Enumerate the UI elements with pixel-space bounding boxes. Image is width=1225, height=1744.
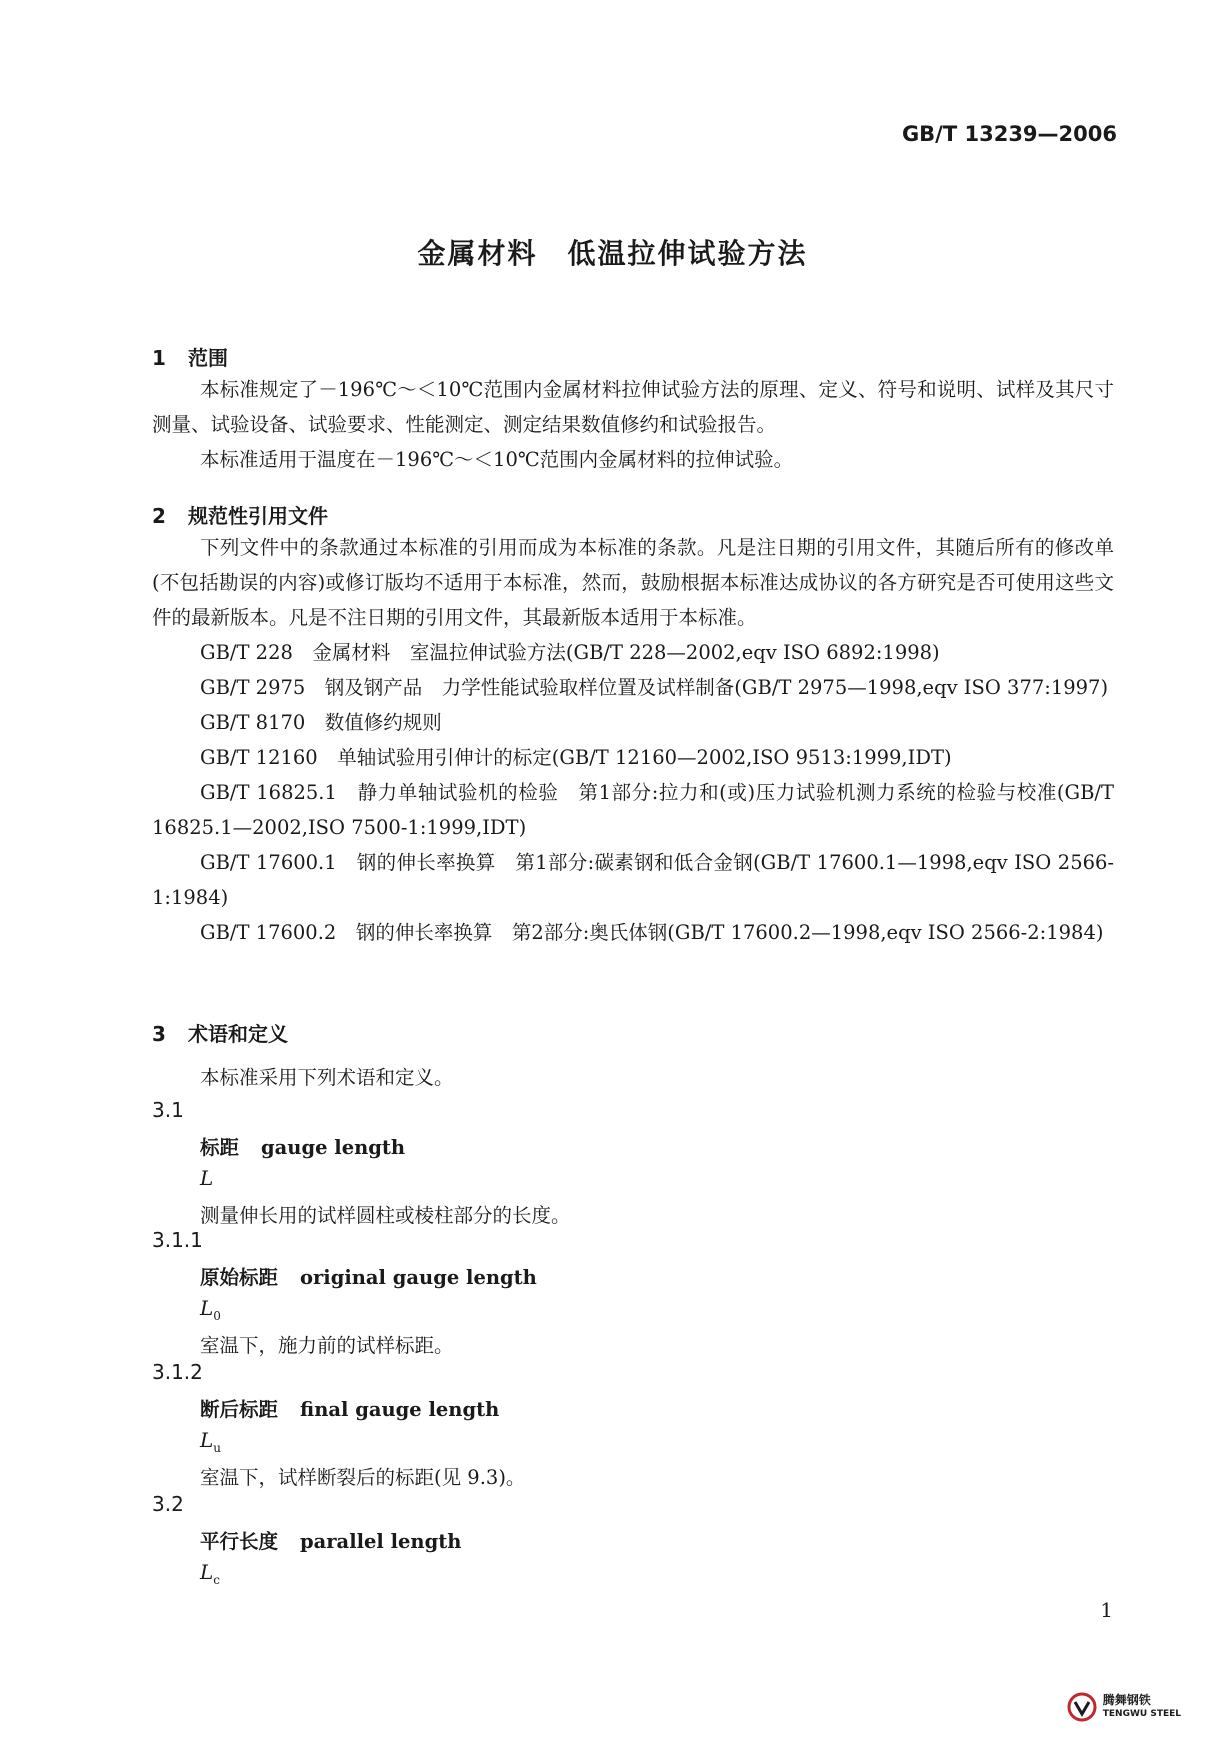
paragraph: 本标准适用于温度在－196℃～＜10℃范围内金属材料的拉伸试验。 (200, 448, 794, 471)
term-symbol: L (200, 1166, 214, 1190)
term-symbol: $L_0$ (200, 1296, 221, 1323)
term-symbol: $L_u$ (200, 1428, 222, 1455)
clause-number: 3.1 (152, 1098, 184, 1122)
paragraph: 下列文件中的条款通过本标准的引用而成为本标准的条款。凡是注日期的引用文件，其随后所有的修改单(不包括勘误的内容)或修订版均不适用于本标准，然而，鼓励根据本标准达成协议的各方研究是否可使用这些文件的最新版本。凡是不注日期的引用文件，其最新版本适用于本标准。 (152, 536, 1114, 629)
section-3-intro: 本标准采用下列术语和定义。 (200, 1066, 454, 1089)
logo-icon (1067, 1692, 1097, 1722)
watermark-logo (1067, 1692, 1181, 1722)
clause-number: 3.1.1 (152, 1228, 203, 1252)
term-cn: 平行长度 (200, 1530, 279, 1553)
section-1-heading (152, 342, 228, 371)
term-heading (200, 1394, 499, 1422)
section-number: 2 (152, 504, 166, 528)
term-en: original gauge length (300, 1266, 537, 1289)
reference-item: GB/T 2975 钢及钢产品 力学性能试验取样位置及试样制备(GB/T 2975—1998,eqv ISO 377:1997) (200, 676, 1109, 699)
term-symbol: $L_c$ (200, 1560, 221, 1587)
page-number: 1 (1100, 1598, 1113, 1622)
reference-item: GB/T 17600.1 钢的伸长率换算 第1部分:碳素钢和低合金钢(GB/T 17600.1—1998,eqv ISO 2566-1:1984) (152, 851, 1114, 909)
reference-item: GB/T 12160 单轴试验用引伸计的标定(GB/T 12160—2002,ISO 9513:1999,IDT) (200, 746, 952, 769)
logo-en: TENGWU STEEL (1102, 1709, 1181, 1719)
section-2-body (152, 530, 1114, 950)
clause-number: 3.1.2 (152, 1360, 203, 1384)
section-1-body (152, 372, 1114, 477)
term-cn: 原始标距 (200, 1266, 279, 1289)
section-3-heading (152, 1018, 288, 1047)
section-number: 3 (152, 1022, 166, 1046)
reference-item: GB/T 8170 数值修约规则 (200, 711, 442, 734)
term-cn: 标距 (200, 1136, 240, 1159)
term-definition: 室温下，试样断裂后的标距(见 9.3)。 (200, 1466, 526, 1489)
section-2-heading (152, 500, 328, 529)
logo-cn: 腾舞钢铁 (1102, 1693, 1151, 1707)
term-en: final gauge length (300, 1398, 500, 1421)
section-title: 术语和定义 (188, 1022, 288, 1046)
term-heading (200, 1262, 537, 1290)
section-number: 1 (152, 346, 166, 370)
reference-item: GB/T 16825.1 静力单轴试验机的检验 第1部分:拉力和(或)压力试验机测力系统的检验与校准(GB/T 16825.1—2002,ISO 7500-1:1999,IDT) (152, 781, 1114, 839)
term-heading (200, 1526, 461, 1554)
term-en: parallel length (300, 1530, 462, 1553)
term-definition: 测量伸长用的试样圆柱或棱柱部分的长度。 (200, 1204, 571, 1227)
term-en: gauge length (261, 1136, 406, 1159)
reference-item: GB/T 228 金属材料 室温拉伸试验方法(GB/T 228—2002,eqv ISO 6892:1998) (200, 641, 940, 664)
section-title: 规范性引用文件 (188, 504, 328, 528)
section-title: 范围 (188, 346, 228, 370)
term-cn: 断后标距 (200, 1398, 279, 1421)
term-definition: 室温下，施力前的试样标距。 (200, 1334, 454, 1357)
term-heading (200, 1132, 405, 1160)
page-title: 金属材料 低温拉伸试验方法 (417, 237, 808, 270)
paragraph: 本标准规定了－196℃～＜10℃范围内金属材料拉伸试验方法的原理、定义、符号和说明、试样及其尺寸测量、试验设备、试验要求、性能测定、测定结果数值修约和试验报告。 (152, 378, 1114, 436)
reference-item: GB/T 17600.2 钢的伸长率换算 第2部分:奥氏体钢(GB/T 17600.2—1998,eqv ISO 2566-2:1984) (200, 921, 1104, 944)
standard-code: GB/T 13239—2006 (901, 122, 1117, 146)
clause-number: 3.2 (152, 1492, 184, 1516)
